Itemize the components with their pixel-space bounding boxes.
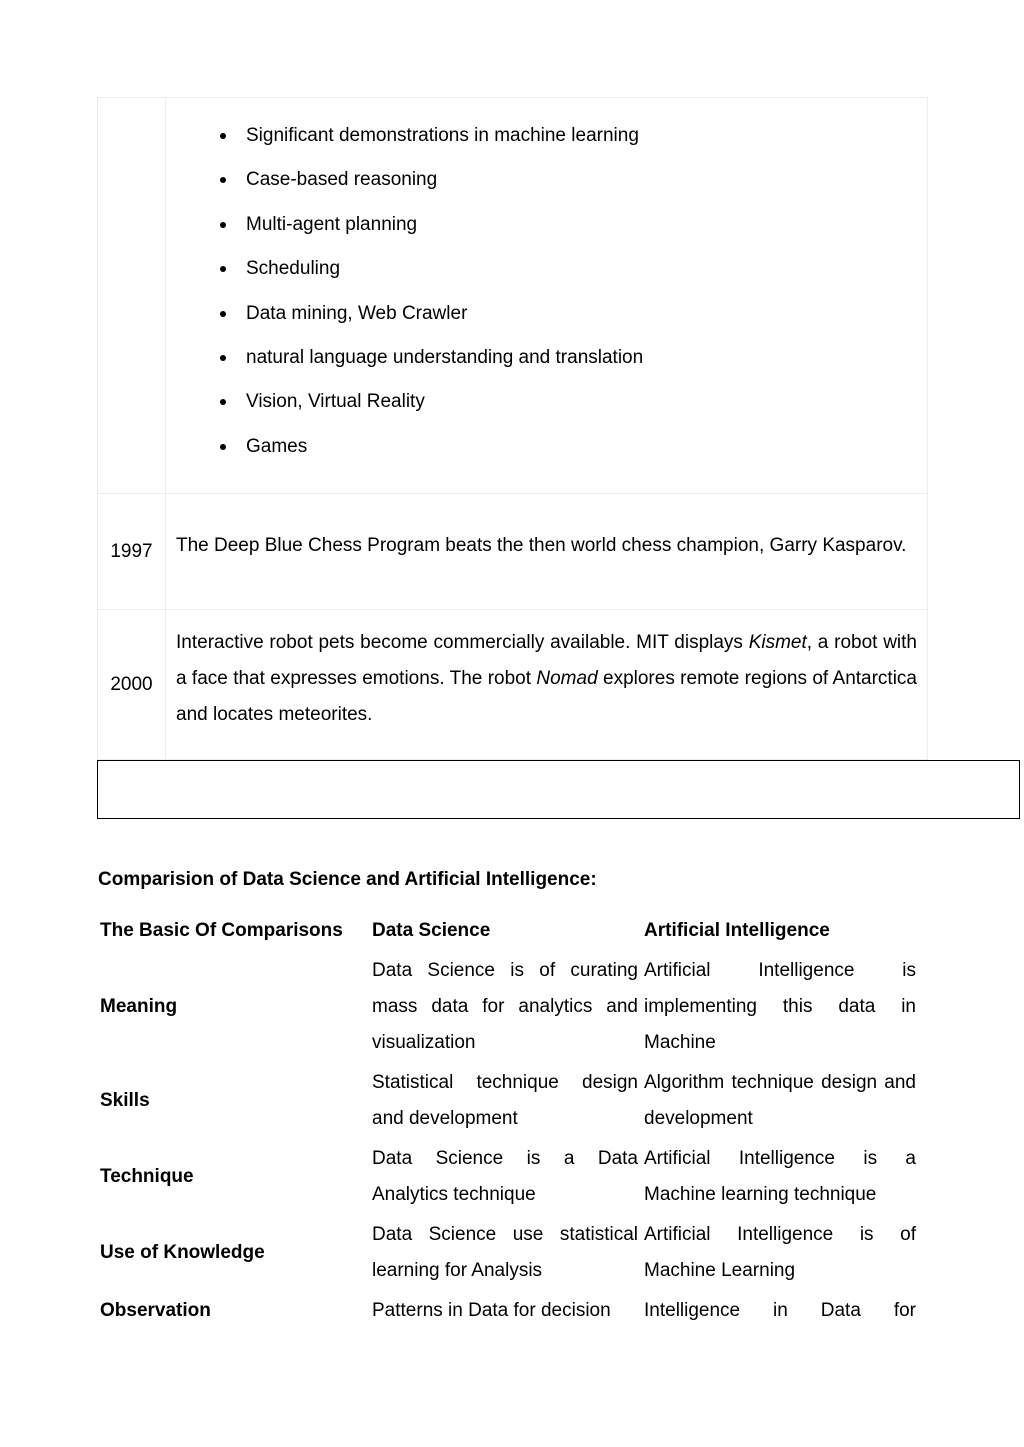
data-science-cell: Data Science is a Data Analytics technique xyxy=(372,1148,638,1205)
year-cell: 1997 xyxy=(98,494,166,610)
year-cell xyxy=(98,98,166,494)
column-header: Data Science xyxy=(372,920,491,941)
ai-cell: Intelligence in Data for xyxy=(644,1300,916,1321)
comparison-table xyxy=(97,913,919,1329)
table-row xyxy=(97,1137,919,1213)
table-row xyxy=(98,610,928,760)
table-row xyxy=(97,949,919,1061)
data-science-cell: Patterns in Data for decision xyxy=(372,1300,611,1321)
ai-cell: Artificial Intelligence is implementing this data in Machine xyxy=(644,960,916,1053)
list-item: Significant demonstrations in machine learning xyxy=(216,125,917,147)
empty-box xyxy=(97,760,1020,819)
ai-cell: Algorithm technique design and development xyxy=(644,1072,916,1129)
row-label: Meaning xyxy=(100,996,178,1017)
data-science-cell: Statistical technique design and development xyxy=(372,1072,638,1129)
row-label: Skills xyxy=(100,1090,150,1111)
row-label: Technique xyxy=(100,1166,194,1187)
description-cell xyxy=(166,610,928,760)
section-heading: Comparision of Data Science and Artificial Intelligence: xyxy=(98,869,597,890)
table-row xyxy=(97,1061,919,1137)
list-item: Case-based reasoning xyxy=(216,169,917,191)
event-text-part: Interactive robot pets become commercially available. MIT displays xyxy=(176,631,749,653)
bullet-list xyxy=(176,98,917,493)
column-header: Artificial Intelligence xyxy=(644,920,830,941)
event-text-part: , a robot with a face that expresses emotions. The robot xyxy=(176,631,917,689)
list-item: Games xyxy=(216,436,917,458)
ai-cell: Artificial Intelligence is a Machine learning technique xyxy=(644,1148,916,1205)
list-item: Multi-agent planning xyxy=(216,214,917,236)
row-label: Observation xyxy=(100,1300,211,1321)
table-row xyxy=(97,1289,919,1329)
description-cell xyxy=(166,494,928,610)
table-row xyxy=(97,1213,919,1289)
list-item: Vision, Virtual Reality xyxy=(216,391,917,413)
table-row xyxy=(98,98,928,494)
event-text: The Deep Blue Chess Program beats the then world chess champion, Garry Kasparov. xyxy=(176,534,907,556)
description-cell xyxy=(166,98,928,494)
data-science-cell: Data Science is of curating mass data for analytics and visualization xyxy=(372,960,638,1053)
row-label: Use of Knowledge xyxy=(100,1242,265,1263)
list-item: Scheduling xyxy=(216,258,917,280)
list-item: natural language understanding and translation xyxy=(216,347,917,369)
event-text xyxy=(176,625,917,733)
data-science-cell: Data Science use statistical learning for Analysis xyxy=(372,1224,638,1281)
table-row xyxy=(98,494,928,610)
table-header-row xyxy=(97,913,919,949)
event-text-part: explores remote regions of Antarctica and locates meteorites. xyxy=(176,667,918,725)
column-header: The Basic Of Comparisons xyxy=(100,920,343,941)
ai-cell: Artificial Intelligence is of Machine Learning xyxy=(644,1224,916,1281)
ai-history-table xyxy=(97,97,928,760)
nomad-name: Nomad xyxy=(536,667,598,689)
list-item: Data mining, Web Crawler xyxy=(216,303,917,325)
kismet-name: Kismet xyxy=(748,631,807,653)
year-cell: 2000 xyxy=(98,610,166,760)
